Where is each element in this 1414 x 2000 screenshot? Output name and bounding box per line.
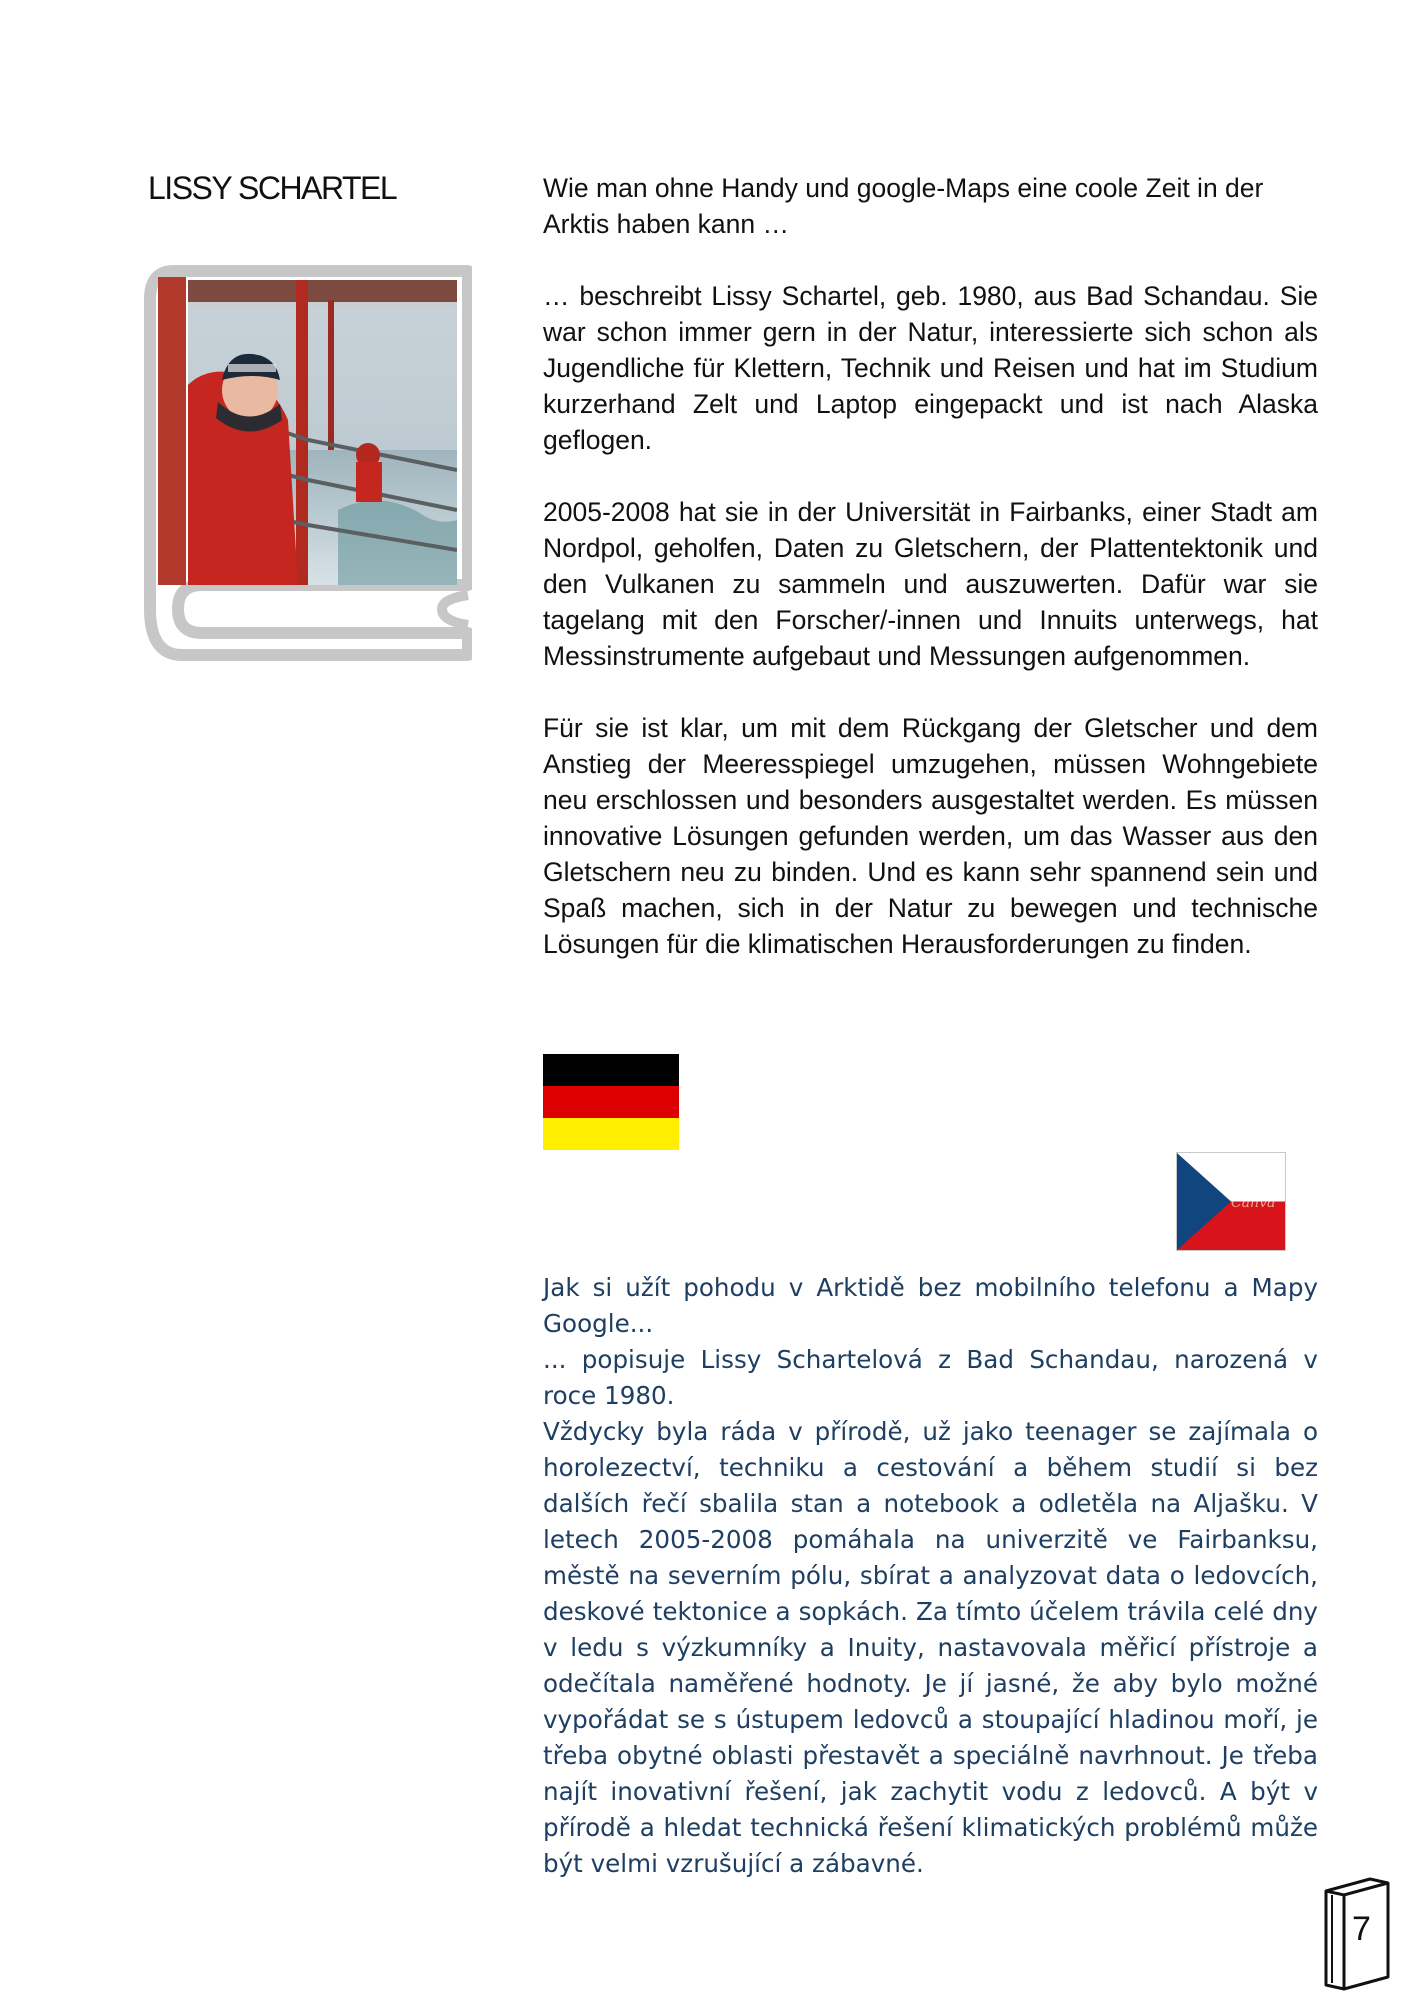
portrait-photo (188, 280, 457, 585)
german-text (543, 170, 1318, 962)
german-flag-icon (543, 1054, 679, 1150)
czech-text (543, 1270, 1318, 1882)
canva-watermark: Canva (1231, 1195, 1276, 1211)
german-paragraph-3: Für sie ist klar, um mit dem Rückgang der Gletscher und dem Anstieg der Meeresspiegel umzugehen, müssen Wohngebiete neu erschlossen und besonders ausgestaltet werden. Es müssen innovative Lösungen gefunden werden, um das Wasser aus den Gletschern neu zu binden. Und es kann sehr spannend sein und Spaß machen, sich in der Natur zu bewegen und technische Lösungen für die klimatischen Herausforderungen zu finden. (543, 713, 1318, 959)
page-number: 7 (1352, 1910, 1371, 1948)
czech-paragraph-1: ... popisuje Lissy Schartelová z Bad Schandau, narozená v roce 1980. (543, 1345, 1318, 1410)
german-intro: Wie man ohne Handy und google-Maps eine coole Zeit in der Arktis haben kann … (543, 173, 1264, 239)
czech-intro: Jak si užít pohodu v Arktidě bez mobilního telefonu a Mapy Google... (543, 1273, 1318, 1338)
czech-flag-icon (1176, 1152, 1286, 1251)
german-paragraph-1: … beschreibt Lissy Schartel, geb. 1980, aus Bad Schandau. Sie war schon immer gern in der Natur, interessierte sich schon als Jugendliche für Klettern, Technik und Reisen und hat im Studium kurzerhand Zelt und Laptop eingepackt und ist nach Alaska geflogen. (543, 281, 1318, 455)
czech-paragraph-2: Vždycky byla ráda v přírodě, už jako teenager se zajímala o horolezectví, techniku a cestování a během studií si bez dalších řečí sbalila stan a notebook a odletěla na Aljašku. V letech 2005-2008 pomáhala na univerzitě ve Fairbanksu, městě na severním pólu, sbírat a analyzovat data o ledovcích, deskové tektonice a sopkách. Za tímto účelem trávila celé dny v ledu s výzkumníky a Inuity, nastavovala měřicí přístroje a odečítala naměřené hodnoty. Je jí jasné, že aby bylo možné vypořádat se s ústupem ledovců a stoupající hladinou moří, je třeba obytné oblasti přestavět a speciálně navrhnout. Je třeba najít inovativní řešení, jak zachytit vodu z ledovců. A být v přírodě a hledat technická řešení klimatických problémů může být velmi vzrušující a zábavné. (543, 1417, 1318, 1878)
person-name: LISSY SCHARTEL (148, 170, 397, 206)
german-paragraph-2: 2005-2008 hat sie in der Universität in Fairbanks, einer Stadt am Nordpol, geholfen, Daten zu Gletschern, der Plattentektonik und den Vulkanen zu sammeln und auszuwerten. Dafür war sie tagelang mit den Forscher/-innen und Innuits unterwegs, hat Messinstrumente aufgebaut und Messungen aufgenommen. (543, 497, 1318, 671)
